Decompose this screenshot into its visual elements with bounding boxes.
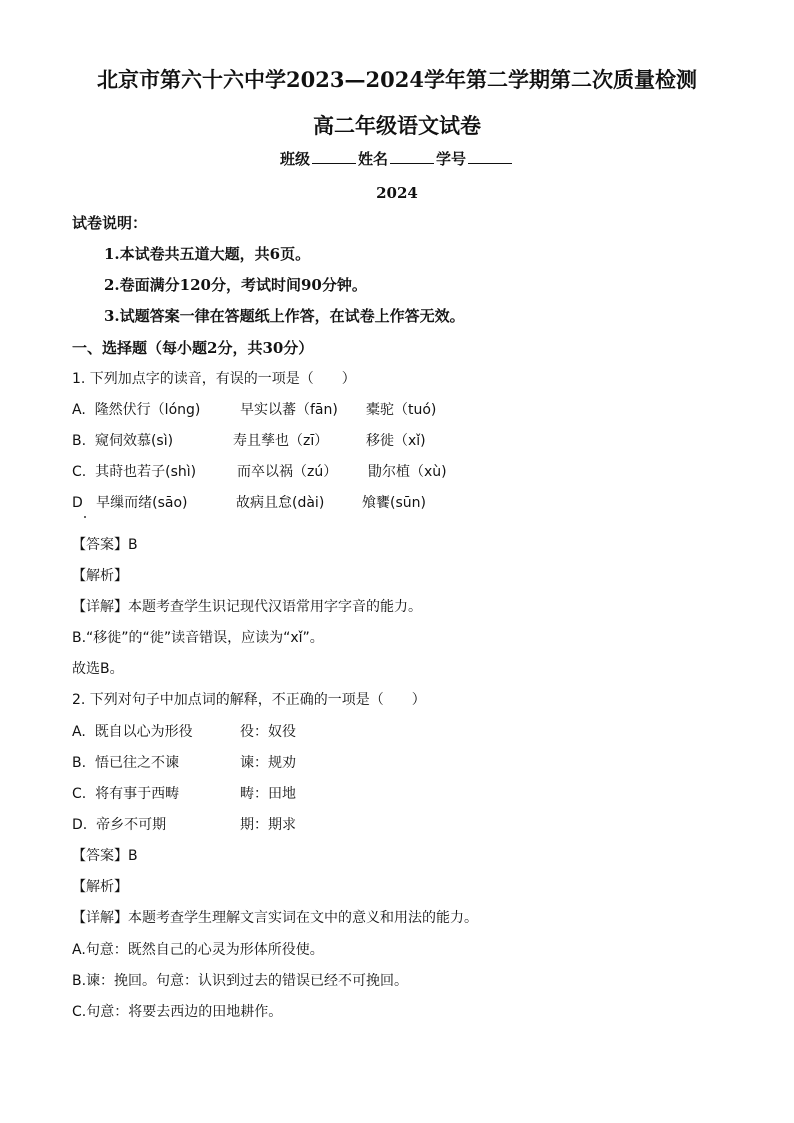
option-sentence: 将有事于西畴 — [95, 786, 180, 802]
option-definition: 期：期求 — [240, 817, 296, 833]
option-word: 寿且孳也（zī） — [233, 433, 329, 449]
option-label: C. — [72, 464, 87, 480]
option-label: D. — [72, 817, 88, 833]
q1-option-d — [72, 494, 188, 512]
q2-detail: 【详解】本题考查学生理解文言实词在文中的意义和用法的能力。 — [72, 910, 478, 926]
question-1-stem: 1. 下列加点字的读音，有误的一项是（ ） — [72, 371, 356, 387]
q1-conclusion: 故选B。 — [72, 661, 124, 677]
option-word: 故病且怠(dài) — [236, 495, 325, 511]
instruction-item: 3.试题答案一律在答题纸上作答，在试卷上作答无效。 — [104, 307, 465, 325]
option-definition: 畴：田地 — [240, 786, 296, 802]
option-word: 窥伺效慕(sì) — [94, 433, 174, 449]
q2-option-b — [72, 754, 179, 772]
name-label: 姓名 — [357, 150, 388, 168]
option-word: 早实以蕃（fān) — [240, 402, 338, 418]
q1-option-b — [72, 432, 173, 450]
q2-option-c — [72, 785, 179, 803]
option-word: 移徙（xǐ) — [366, 433, 426, 449]
class-label: 班级 — [279, 150, 310, 168]
option-word: 其莳也若子(shì) — [95, 464, 197, 480]
q2-option-a — [72, 723, 193, 741]
exam-year: 2024 — [376, 184, 418, 202]
q2-answer: 【答案】B — [72, 848, 138, 864]
option-label: A. — [72, 724, 86, 740]
q2-analysis-label: 【解析】 — [72, 879, 128, 895]
option-word: 隆然伏行（lóng) — [94, 402, 201, 418]
option-sentence: 悟已往之不谏 — [94, 755, 179, 771]
option-word: 飧饔(sūn) — [362, 495, 426, 511]
option-word: 橐驼（tuó) — [366, 402, 437, 418]
q1-explain: B.“移徙”的“徙”读音错误，应读为“xǐ”。 — [72, 630, 324, 646]
option-label: C. — [72, 786, 87, 802]
option-definition: 役：奴役 — [240, 724, 296, 740]
q1-analysis-label: 【解析】 — [72, 568, 128, 584]
option-label: B. — [72, 433, 87, 449]
option-word: 勖尔植（xù) — [368, 464, 447, 480]
emphasis-dot — [84, 516, 86, 518]
exam-subtitle: 高二年级语文试卷 — [313, 113, 481, 138]
exam-title: 北京市第六十六中学2023—2024学年第二学期第二次质量检测 — [97, 67, 697, 92]
instruction-item: 1.本试卷共五道大题，共6页。 — [104, 245, 311, 263]
option-label: A. — [72, 402, 86, 418]
q1-answer: 【答案】B — [72, 537, 138, 553]
q2-option-d — [72, 816, 166, 834]
class-blank — [312, 149, 356, 164]
q1-option-a — [72, 401, 200, 419]
name-blank — [390, 149, 434, 164]
option-definition: 谏：规劝 — [240, 755, 296, 771]
id-label: 学号 — [436, 150, 467, 168]
option-label: B. — [72, 755, 87, 771]
option-sentence: 既自以心为形役 — [94, 724, 193, 740]
q1-detail: 【详解】本题考查学生识记现代汉语常用字字音的能力。 — [72, 599, 422, 615]
section-heading: 一、选择题（每小题2分，共30分） — [72, 339, 314, 357]
question-2-stem: 2. 下列对句子中加点词的解释，不正确的一项是（ ） — [72, 692, 426, 708]
q2-explain-c: C.句意：将要去西边的田地耕作。 — [72, 1004, 283, 1020]
option-word: 而卒以祸（zú） — [237, 464, 338, 480]
instructions-heading: 试卷说明： — [72, 214, 148, 232]
instruction-item: 2.卷面满分120分，考试时间90分钟。 — [104, 276, 367, 294]
q2-explain-b: B.谏：挽回。句意：认识到过去的错误已经不可挽回。 — [72, 973, 409, 989]
id-blank — [468, 149, 512, 164]
option-word: 早缫而绪(sāo) — [96, 495, 188, 511]
student-info-row — [0, 149, 794, 169]
q1-option-c — [72, 463, 196, 481]
option-label: D — [72, 495, 83, 511]
option-sentence: 帝乡不可期 — [96, 817, 167, 833]
q2-explain-a: A.句意：既然自己的心灵为形体所役使。 — [72, 942, 324, 958]
